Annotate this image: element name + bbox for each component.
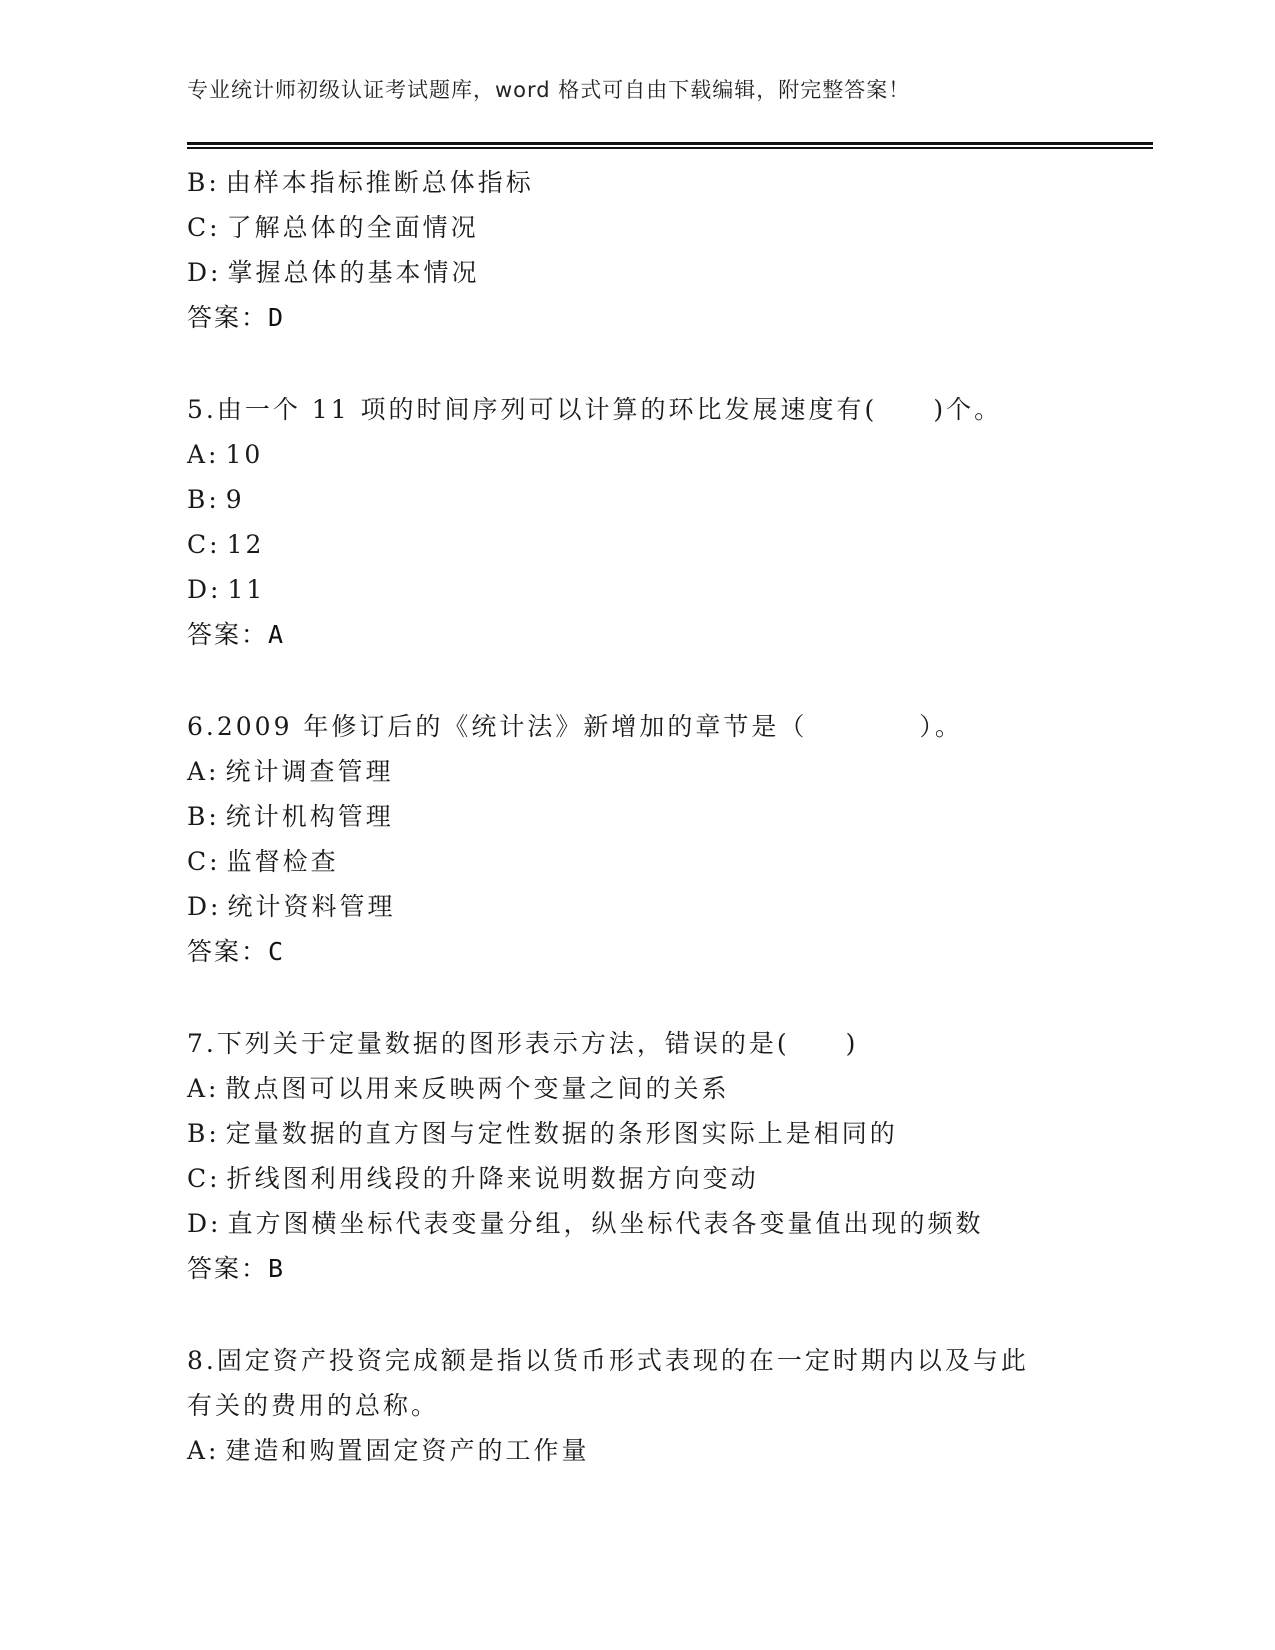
option-a: A: 10 — [187, 440, 264, 469]
option-c: C: 12 — [187, 530, 265, 559]
option-a: A: 统计调查管理 — [187, 757, 394, 786]
question-7 — [187, 1021, 1087, 1291]
page-header: 专业统计师初级认证考试题库，word 格式可自由下载编辑，附完整答案！ — [187, 78, 911, 102]
answer-line: 答案：A — [187, 620, 286, 649]
option-a: A: 散点图可以用来反映两个变量之间的关系 — [187, 1074, 730, 1103]
option-b: B: 定量数据的直方图与定性数据的条形图实际上是相同的 — [187, 1119, 898, 1148]
exam-content — [187, 160, 1087, 1473]
option-b: B: 9 — [187, 485, 245, 514]
header-rule-bottom — [187, 147, 1153, 149]
option-b: B: 统计机构管理 — [187, 802, 394, 831]
option-d: D: 统计资料管理 — [187, 892, 396, 921]
question-5 — [187, 387, 1087, 657]
header-rule-top — [187, 142, 1153, 145]
option-d: D: 掌握总体的基本情况 — [187, 258, 480, 287]
question-fragment — [187, 160, 1087, 340]
question-stem: 7.下列关于定量数据的图形表示方法，错误的是( ) — [187, 1029, 859, 1058]
option-c: C: 折线图利用线段的升降来说明数据方向变动 — [187, 1164, 759, 1193]
option-c: C: 监督检查 — [187, 847, 339, 876]
question-stem-line-2: 有关的费用的总称。 — [187, 1391, 440, 1420]
option-d: D: 11 — [187, 575, 266, 604]
question-stem: 6.2009 年修订后的《统计法》新增加的章节是（ ）。 — [187, 712, 963, 741]
question-stem: 5.由一个 11 项的时间序列可以计算的环比发展速度有( )个。 — [187, 395, 1003, 424]
option-c: C: 了解总体的全面情况 — [187, 213, 479, 242]
question-8 — [187, 1338, 1087, 1473]
option-b: B: 由样本指标推断总体指标 — [187, 168, 534, 197]
answer-line: 答案：D — [187, 303, 286, 332]
option-a: A: 建造和购置固定资产的工作量 — [187, 1436, 590, 1465]
answer-line: 答案：B — [187, 1254, 286, 1283]
question-6 — [187, 704, 1087, 974]
option-d: D: 直方图横坐标代表变量分组，纵坐标代表各变量值出现的频数 — [187, 1209, 984, 1238]
answer-line: 答案：C — [187, 937, 286, 966]
question-stem-line-1: 8.固定资产投资完成额是指以货币形式表现的在一定时期内以及与此 — [187, 1346, 1029, 1375]
